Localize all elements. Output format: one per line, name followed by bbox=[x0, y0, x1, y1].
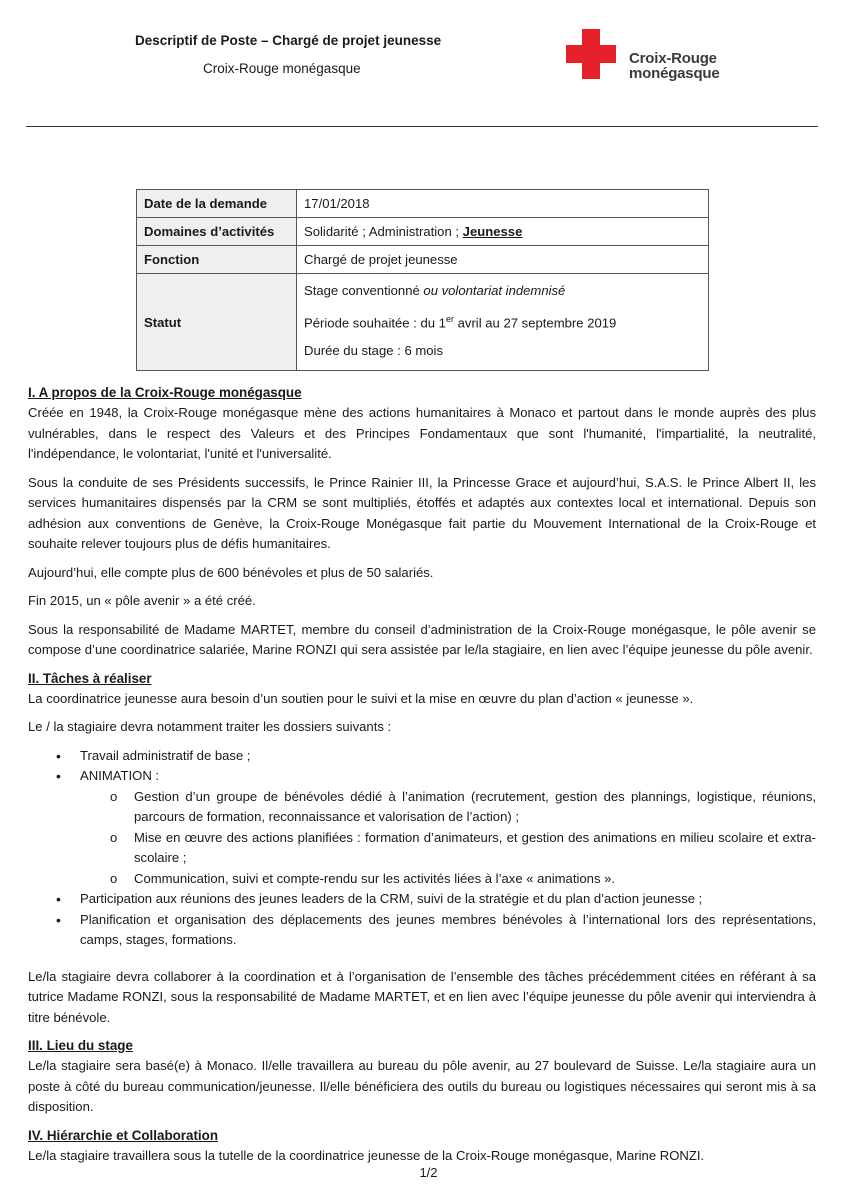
statut-label: Statut bbox=[137, 274, 297, 371]
circle-bullet-icon: o bbox=[110, 788, 118, 804]
date-label: Date de la demande bbox=[137, 190, 297, 218]
section-1-paragraph-2: Sous la conduite de ses Présidents successifs, le Prince Rainier III, la Princesse Grace et aujourd’hui, S.A.S. le Prince Albert II, les services humanitaires dispensés par la CRM se sont multipliés, étoffés et adaptés aux contextes local et international. Depuis son adhésion aux conventions de Genève, la Croix-Rouge Monégasque fait partie du Mouvement International de la Croix-Rouge et souhaite relever toujours plus de défis humanitaires. bbox=[28, 474, 816, 551]
section-3-paragraph-1: Le/la stagiaire sera basé(e) à Monaco. Il/elle travaillera au bureau du pôle avenir, au 27 boulevard de Suisse. Le/la stagiaire aura un poste à côté du bureau communication/jeunesse. Il/elle bénéficiera des outils du bureau ou logistiques nécessaires qui seront mis à sa disposition. bbox=[28, 1058, 816, 1114]
sub-item-text: Mise en œuvre des actions planifiées : formation d’animateurs, et gestion des animations en milieu scolaire et extra-scolaire ; bbox=[134, 829, 816, 865]
circle-bullet-icon: o bbox=[110, 829, 118, 845]
job-info-table bbox=[136, 189, 709, 371]
section-1-paragraph-3: Aujourd’hui, elle compte plus de 600 bénévoles et plus de 50 salariés. bbox=[28, 564, 434, 580]
fonction-value: Chargé de projet jeunesse bbox=[297, 246, 709, 274]
header-divider bbox=[26, 126, 818, 127]
fonction-label: Fonction bbox=[137, 246, 297, 274]
task-list bbox=[28, 746, 816, 951]
page-number: 1/2 bbox=[419, 1165, 438, 1180]
domaines-value: Solidarité ; Administration ; bbox=[304, 224, 463, 239]
statut-type: Stage conventionné bbox=[304, 283, 424, 298]
section-4-paragraph-1: Le/la stagiaire travaillera sous la tutelle de la coordinatrice jeunesse de la Croix-Rouge monégasque, Marine RONZI. bbox=[28, 1147, 705, 1163]
croix-rouge-logo bbox=[566, 29, 736, 82]
list-item: • Participation aux réunions des jeunes leaders de la CRM, suivi de la stratégie et du plan d’action jeunesse ; bbox=[80, 889, 816, 910]
date-value: 17/01/2018 bbox=[297, 190, 709, 218]
sub-list-item bbox=[110, 787, 816, 828]
table-row-date bbox=[137, 190, 709, 218]
list-item: • Planification et organisation des déplacements des jeunes membres bénévoles à l’international lors des représentations, camps, stages, formations. bbox=[80, 910, 816, 951]
statut-line-3: Durée du stage : 6 mois bbox=[304, 343, 444, 359]
table-row-statut bbox=[137, 274, 709, 371]
section-2-paragraph-3: Le/la stagiaire devra collaborer à la coordination et à l’organisation de l’ensemble des tâches précédemment citées en référant à sa tutrice Madame RONZI, sous la responsabilité de Madame MARTET, et en lien avec l’équipe jeunesse du pôle avenir qui interviendra à titre bénévole. bbox=[28, 968, 816, 1025]
section-2-heading: II. Tâches à réaliser bbox=[28, 670, 152, 686]
domaines-emphasis: Jeunesse bbox=[462, 224, 523, 239]
statut-line-2 bbox=[304, 305, 701, 337]
list-item-animation bbox=[80, 766, 816, 889]
periode-start: Période souhaitée : du 1 bbox=[304, 315, 446, 331]
red-cross-icon bbox=[566, 29, 616, 79]
logo-text bbox=[629, 51, 720, 81]
animation-sublist bbox=[80, 787, 816, 890]
sub-list-item bbox=[110, 869, 816, 890]
statut-line-1 bbox=[304, 277, 701, 305]
circle-bullet-icon: o bbox=[110, 870, 118, 886]
table-row-fonction bbox=[137, 246, 709, 274]
section-3-heading: III. Lieu du stage bbox=[28, 1038, 133, 1053]
periode-sup: er bbox=[445, 314, 454, 324]
statut-alt: ou volontariat indemnisé bbox=[423, 283, 566, 298]
section-1-paragraph-4: Fin 2015, un « pôle avenir » a été créé. bbox=[28, 593, 256, 608]
section-2-paragraph-2: Le / la stagiaire devra notamment traiter les dossiers suivants : bbox=[28, 719, 392, 734]
section-1-paragraph-5: Sous la responsabilité de Madame MARTET, membre du conseil d’administration de la Croix-Rouge monégasque, le pôle avenir se compose d’une coordinatrice salariée, Marine RONZI qui sera assistée par le/la stagiaire, en lien avec l’équipe jeunesse du pôle avenir. bbox=[28, 621, 816, 657]
logo-line-2: monégasque bbox=[629, 65, 720, 82]
list-item: • Travail administratif de base ; bbox=[80, 746, 816, 767]
spacer bbox=[28, 951, 816, 967]
domaines-cell bbox=[297, 218, 709, 246]
periode-end: avril au 27 septembre 2019 bbox=[453, 315, 617, 331]
logo-line-1: Croix-Rouge bbox=[629, 50, 717, 67]
section-4-heading: IV. Hiérarchie et Collaboration bbox=[28, 1127, 219, 1143]
section-2-paragraph-1: La coordinatrice jeunesse aura besoin d’un soutien pour le suivi et la mise en œuvre du plan d’action « jeunesse ». bbox=[28, 690, 694, 706]
document-title: Descriptif de Poste – Chargé de projet jeunesse bbox=[135, 33, 442, 48]
sub-item-text: Communication, suivi et compte-rendu sur les activités liées à l’axe « animations ». bbox=[134, 870, 616, 886]
document-body bbox=[28, 383, 816, 1166]
animation-label: ANIMATION : bbox=[80, 768, 160, 783]
section-1-paragraph-1: Créée en 1948, la Croix-Rouge monégasque mène des actions humanitaires à Monaco et partout dans le monde auprès des plus vulnérables, dans le respect des Valeurs et des Principes Fondamentaux que sont l'humanité, l'impartialité, la neutralité, l'indépendance, le volontariat, l'unité et l'universalité. bbox=[28, 405, 816, 461]
statut-cell bbox=[297, 274, 709, 371]
domaines-label: Domaines d’activités bbox=[137, 218, 297, 246]
table-row-domaines bbox=[137, 218, 709, 246]
sub-list-item bbox=[110, 828, 816, 869]
sub-item-text: Gestion d’un groupe de bénévoles dédié à l’animation (recrutement, gestion des plannings, logistique, réunions, parcours de formation, reconnaissance et valorisation de l’action) ; bbox=[134, 788, 816, 824]
section-1-heading: I. A propos de la Croix-Rouge monégasque bbox=[28, 385, 302, 400]
document-subtitle: Croix-Rouge monégasque bbox=[203, 61, 361, 76]
